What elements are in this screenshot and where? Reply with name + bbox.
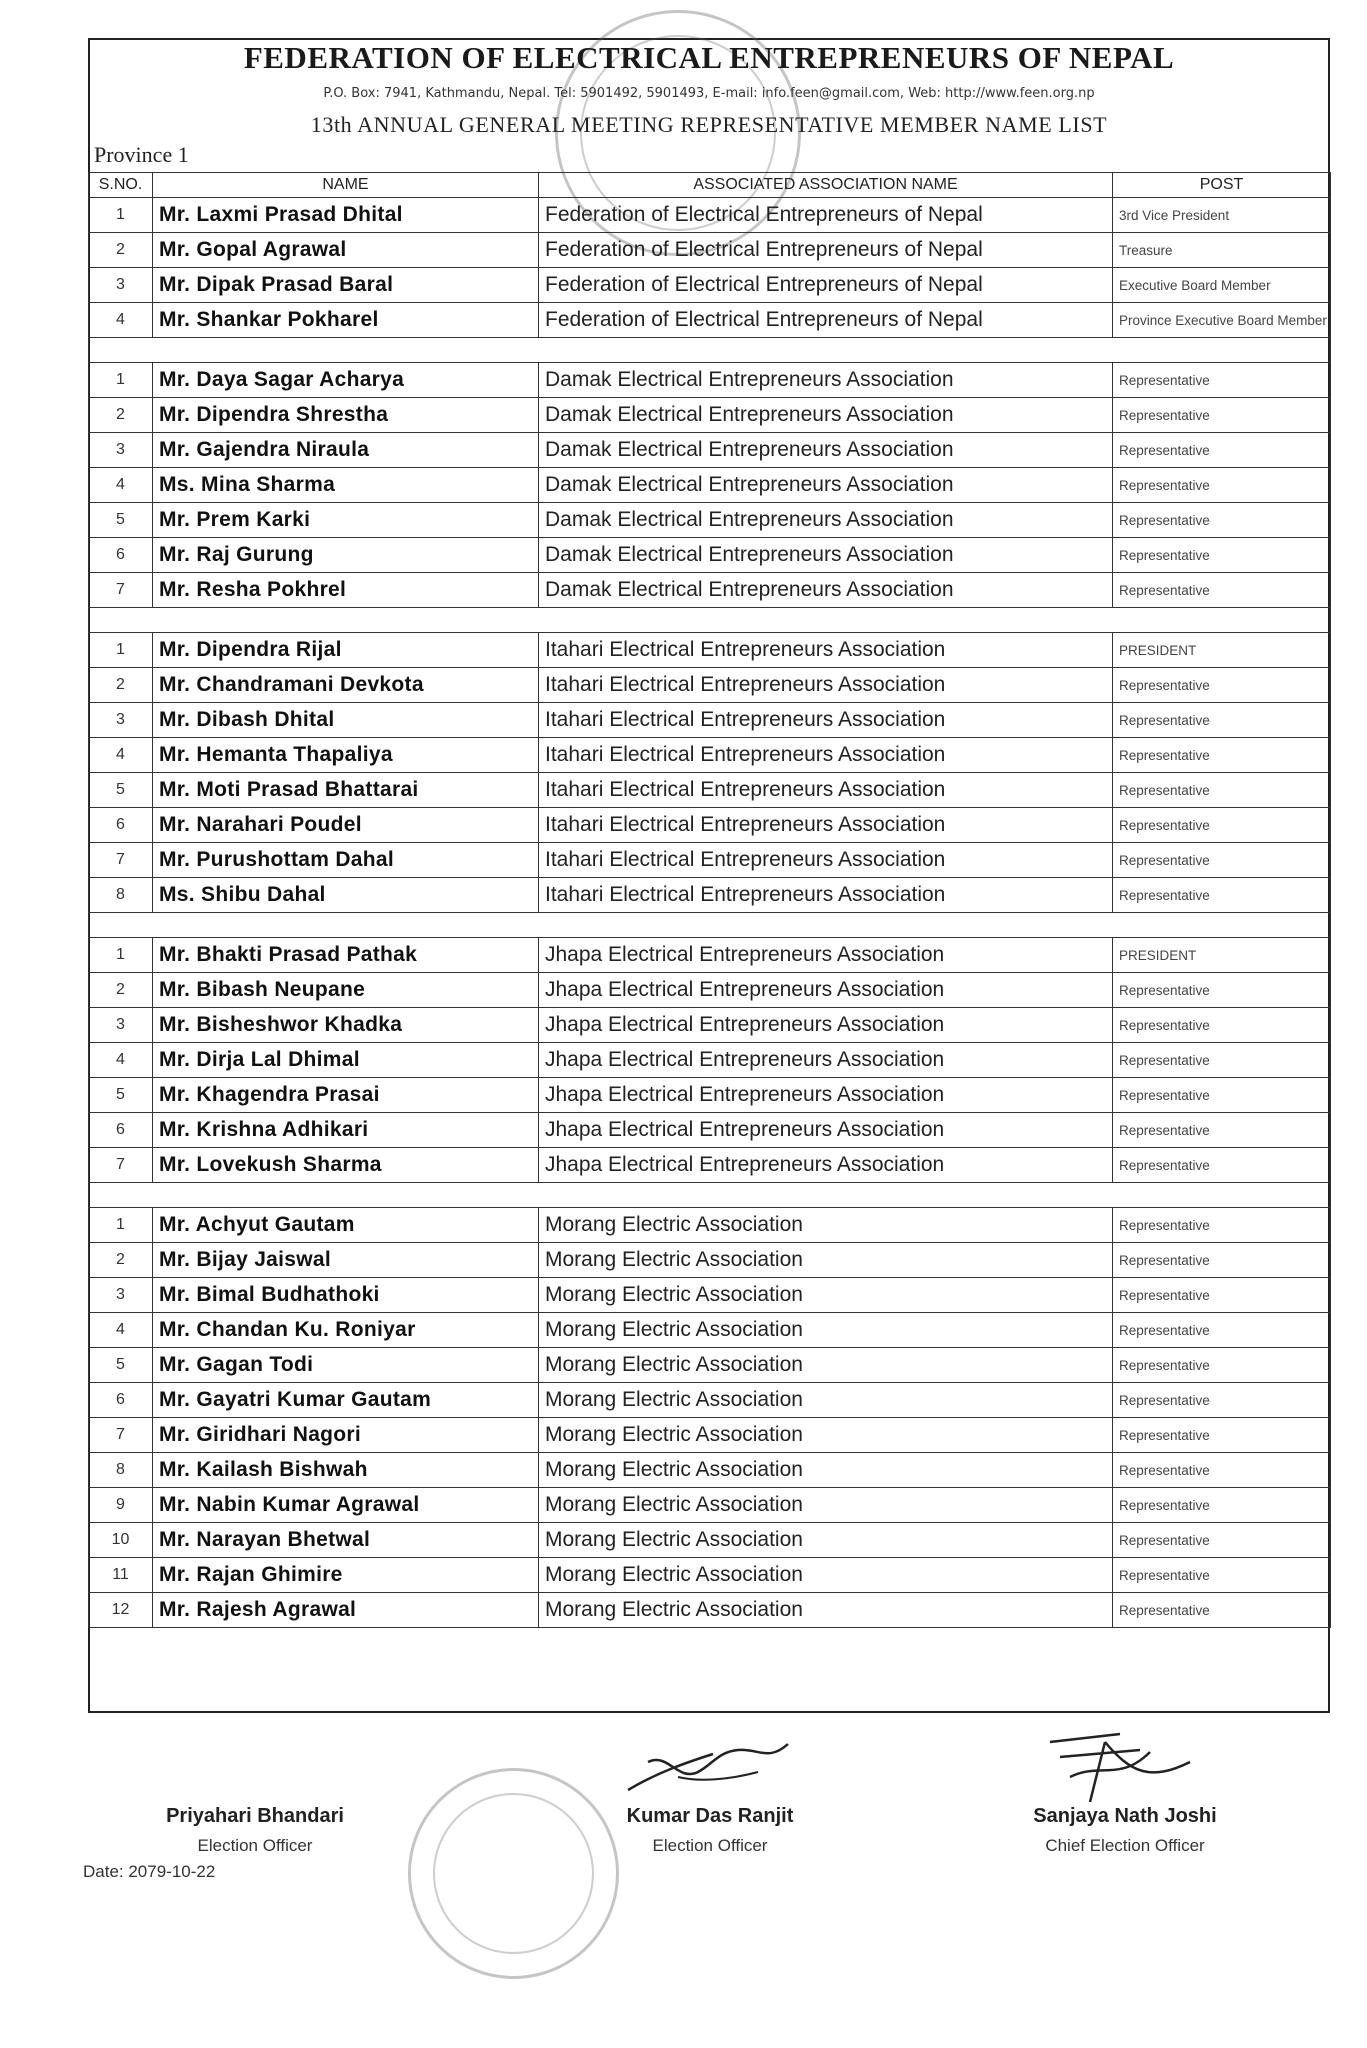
post-cell: Province Executive Board Member — [1113, 303, 1331, 338]
table-header-row — [89, 173, 1331, 198]
sno-cell: 7 — [89, 573, 153, 608]
document-date: Date: 2079-10-22 — [83, 1862, 216, 1881]
table-row — [89, 503, 1331, 538]
post-cell: Representative — [1113, 1383, 1331, 1418]
header-post: POST — [1113, 173, 1331, 198]
sno-cell: 2 — [89, 233, 153, 268]
post-cell: Representative — [1113, 1008, 1331, 1043]
post-cell: Representative — [1113, 973, 1331, 1008]
table-row — [89, 1008, 1331, 1043]
table-row — [89, 1208, 1331, 1243]
name-cell: Mr. Kailash Bishwah — [153, 1453, 539, 1488]
association-cell: Morang Electric Association — [539, 1453, 1113, 1488]
sno-cell: 2 — [89, 398, 153, 433]
table-row — [89, 878, 1331, 913]
association-cell: Federation of Electrical Entrepreneurs of Nepal — [539, 268, 1113, 303]
group-separator-row — [89, 913, 1331, 938]
name-cell: Mr. Bijay Jaiswal — [153, 1243, 539, 1278]
name-cell: Mr. Moti Prasad Bhattarai — [153, 773, 539, 808]
post-cell: Representative — [1113, 1043, 1331, 1078]
sno-cell: 5 — [89, 1078, 153, 1113]
post-cell: Representative — [1113, 433, 1331, 468]
association-cell: Morang Electric Association — [539, 1593, 1113, 1628]
signature-sanjaya-nath-joshi — [1030, 1722, 1210, 1812]
association-cell: Damak Electrical Entrepreneurs Association — [539, 433, 1113, 468]
sno-cell: 2 — [89, 973, 153, 1008]
association-cell: Damak Electrical Entrepreneurs Association — [539, 398, 1113, 433]
sno-cell: 10 — [89, 1523, 153, 1558]
sno-cell: 8 — [89, 1453, 153, 1488]
sno-cell: 6 — [89, 1383, 153, 1418]
sno-cell: 4 — [89, 738, 153, 773]
sno-cell: 4 — [89, 1313, 153, 1348]
province-label: Province 1 — [94, 142, 189, 167]
table-row — [89, 1078, 1331, 1113]
association-cell: Itahari Electrical Entrepreneurs Association — [539, 633, 1113, 668]
post-cell: Treasure — [1113, 233, 1331, 268]
association-cell: Morang Electric Association — [539, 1348, 1113, 1383]
sno-cell: 7 — [89, 1418, 153, 1453]
post-cell: Representative — [1113, 808, 1331, 843]
name-cell: Mr. Gagan Todi — [153, 1348, 539, 1383]
sno-cell: 5 — [89, 773, 153, 808]
sno-cell: 3 — [89, 703, 153, 738]
post-cell: Representative — [1113, 1488, 1331, 1523]
post-cell: Representative — [1113, 398, 1331, 433]
name-cell: Mr. Achyut Gautam — [153, 1208, 539, 1243]
sno-cell: 8 — [89, 878, 153, 913]
table-row — [89, 398, 1331, 433]
table-row — [89, 1453, 1331, 1488]
signatory-2 — [570, 1805, 850, 1856]
sno-cell: 9 — [89, 1488, 153, 1523]
post-cell: PRESIDENT — [1113, 633, 1331, 668]
name-cell: Mr. Dipendra Shrestha — [153, 398, 539, 433]
name-cell: Mr. Narayan Bhetwal — [153, 1523, 539, 1558]
association-cell: Itahari Electrical Entrepreneurs Association — [539, 878, 1113, 913]
name-cell: Mr. Laxmi Prasad Dhital — [153, 198, 539, 233]
sno-cell: 6 — [89, 538, 153, 573]
sno-cell: 3 — [89, 433, 153, 468]
table-row — [89, 973, 1331, 1008]
post-cell: Representative — [1113, 703, 1331, 738]
table-row — [89, 538, 1331, 573]
sno-cell: 4 — [89, 303, 153, 338]
association-cell: Itahari Electrical Entrepreneurs Association — [539, 808, 1113, 843]
name-cell: Mr. Dipak Prasad Baral — [153, 268, 539, 303]
sno-cell: 3 — [89, 1008, 153, 1043]
sno-cell: 12 — [89, 1593, 153, 1628]
table-row — [89, 1348, 1331, 1383]
sno-cell: 1 — [89, 363, 153, 398]
signatory-title: Election Officer — [197, 1836, 313, 1855]
post-cell: Representative — [1113, 363, 1331, 398]
name-cell: Mr. Gopal Agrawal — [153, 233, 539, 268]
stamp-seal-footer — [408, 1768, 619, 1979]
name-cell: Mr. Resha Pokhrel — [153, 573, 539, 608]
separator-cell — [89, 913, 1331, 938]
table-row — [89, 843, 1331, 878]
sno-cell: 7 — [89, 1148, 153, 1183]
association-cell: Damak Electrical Entrepreneurs Association — [539, 573, 1113, 608]
name-cell: Mr. Raj Gurung — [153, 538, 539, 573]
association-cell: Itahari Electrical Entrepreneurs Association — [539, 843, 1113, 878]
name-cell: Mr. Prem Karki — [153, 503, 539, 538]
association-cell: Federation of Electrical Entrepreneurs of Nepal — [539, 198, 1113, 233]
table-row — [89, 808, 1331, 843]
association-cell: Morang Electric Association — [539, 1208, 1113, 1243]
association-cell: Itahari Electrical Entrepreneurs Association — [539, 703, 1113, 738]
signatory-1 — [130, 1805, 380, 1856]
signatory-name: Kumar Das Ranjit — [626, 1805, 794, 1827]
group-separator-row — [89, 1183, 1331, 1208]
association-cell: Jhapa Electrical Entrepreneurs Association — [539, 1078, 1113, 1113]
sno-cell: 3 — [89, 268, 153, 303]
sno-cell: 2 — [89, 668, 153, 703]
document-title: FEDERATION OF ELECTRICAL ENTREPRENEURS OF NEPAL — [243, 40, 1175, 75]
signatory-name: Sanjaya Nath Joshi — [1033, 1805, 1217, 1827]
post-cell: Representative — [1113, 1243, 1331, 1278]
separator-cell — [89, 338, 1331, 363]
name-cell: Mr. Hemanta Thapaliya — [153, 738, 539, 773]
association-cell: Federation of Electrical Entrepreneurs of Nepal — [539, 303, 1113, 338]
sno-cell: 11 — [89, 1558, 153, 1593]
name-cell: Mr. Daya Sagar Acharya — [153, 363, 539, 398]
header-name: NAME — [153, 173, 539, 198]
member-table-body — [89, 198, 1331, 1628]
association-cell: Itahari Electrical Entrepreneurs Association — [539, 773, 1113, 808]
association-cell: Morang Electric Association — [539, 1418, 1113, 1453]
association-cell: Jhapa Electrical Entrepreneurs Association — [539, 1008, 1113, 1043]
name-cell: Mr. Dibash Dhital — [153, 703, 539, 738]
name-cell: Mr. Rajan Ghimire — [153, 1558, 539, 1593]
association-cell: Jhapa Electrical Entrepreneurs Association — [539, 1113, 1113, 1148]
name-cell: Mr. Rajesh Agrawal — [153, 1593, 539, 1628]
sno-cell: 3 — [89, 1278, 153, 1313]
table-row — [89, 1558, 1331, 1593]
post-cell: Representative — [1113, 1313, 1331, 1348]
sno-cell: 5 — [89, 1348, 153, 1383]
name-cell: Mr. Lovekush Sharma — [153, 1148, 539, 1183]
name-cell: Mr. Dipendra Rijal — [153, 633, 539, 668]
sno-cell: 1 — [89, 633, 153, 668]
name-cell: Mr. Gajendra Niraula — [153, 433, 539, 468]
association-cell: Morang Electric Association — [539, 1558, 1113, 1593]
name-cell: Mr. Dirja Lal Dhimal — [153, 1043, 539, 1078]
signatory-title: Chief Election Officer — [1045, 1836, 1205, 1855]
post-cell: Representative — [1113, 668, 1331, 703]
table-row — [89, 1383, 1331, 1418]
post-cell: Representative — [1113, 1348, 1331, 1383]
post-cell: Representative — [1113, 468, 1331, 503]
signatory-3 — [1000, 1805, 1250, 1856]
post-cell: Representative — [1113, 1593, 1331, 1628]
name-cell: Mr. Nabin Kumar Agrawal — [153, 1488, 539, 1523]
sno-cell: 7 — [89, 843, 153, 878]
table-row — [89, 938, 1331, 973]
name-cell: Mr. Bhakti Prasad Pathak — [153, 938, 539, 973]
table-row — [89, 1593, 1331, 1628]
table-row — [89, 363, 1331, 398]
post-cell: PRESIDENT — [1113, 938, 1331, 973]
name-cell: Mr. Purushottam Dahal — [153, 843, 539, 878]
table-row — [89, 1488, 1331, 1523]
name-cell: Mr. Giridhari Nagori — [153, 1418, 539, 1453]
post-cell: 3rd Vice President — [1113, 198, 1331, 233]
table-row — [89, 268, 1331, 303]
sno-cell: 4 — [89, 1043, 153, 1078]
post-cell: Representative — [1113, 738, 1331, 773]
association-cell: Morang Electric Association — [539, 1313, 1113, 1348]
contact-info: P.O. Box: 7941, Kathmandu, Nepal. Tel: 5901492, 5901493, E-mail: info.feen@gmail.com, Web: http://www.feen.org.np — [323, 86, 1095, 101]
separator-cell — [89, 1183, 1331, 1208]
name-cell: Mr. Shankar Pokharel — [153, 303, 539, 338]
association-cell: Jhapa Electrical Entrepreneurs Association — [539, 938, 1113, 973]
name-cell: Mr. Narahari Poudel — [153, 808, 539, 843]
post-cell: Executive Board Member — [1113, 268, 1331, 303]
association-cell: Morang Electric Association — [539, 1383, 1113, 1418]
sno-cell: 1 — [89, 198, 153, 233]
post-cell: Representative — [1113, 1208, 1331, 1243]
table-row — [89, 1043, 1331, 1078]
table-row — [89, 1418, 1331, 1453]
post-cell: Representative — [1113, 843, 1331, 878]
association-cell: Morang Electric Association — [539, 1488, 1113, 1523]
post-cell: Representative — [1113, 1523, 1331, 1558]
table-row — [89, 468, 1331, 503]
header-association: ASSOCIATED ASSOCIATION NAME — [539, 173, 1113, 198]
name-cell: Mr. Chandan Ku. Roniyar — [153, 1313, 539, 1348]
group-separator-row — [89, 338, 1331, 363]
association-cell: Itahari Electrical Entrepreneurs Association — [539, 668, 1113, 703]
name-cell: Mr. Bimal Budhathoki — [153, 1278, 539, 1313]
association-cell: Damak Electrical Entrepreneurs Association — [539, 503, 1113, 538]
association-cell: Jhapa Electrical Entrepreneurs Association — [539, 973, 1113, 1008]
post-cell: Representative — [1113, 1453, 1331, 1488]
table-row — [89, 1523, 1331, 1558]
table-row — [89, 1113, 1331, 1148]
association-cell: Morang Electric Association — [539, 1278, 1113, 1313]
table-row — [89, 633, 1331, 668]
association-cell: Damak Electrical Entrepreneurs Association — [539, 363, 1113, 398]
name-cell: Mr. Krishna Adhikari — [153, 1113, 539, 1148]
sno-cell: 2 — [89, 1243, 153, 1278]
table-row — [89, 198, 1331, 233]
post-cell: Representative — [1113, 773, 1331, 808]
post-cell: Representative — [1113, 1558, 1331, 1593]
sno-cell: 6 — [89, 808, 153, 843]
name-cell: Ms. Shibu Dahal — [153, 878, 539, 913]
table-row — [89, 233, 1331, 268]
association-cell: Morang Electric Association — [539, 1523, 1113, 1558]
table-row — [89, 668, 1331, 703]
table-row — [89, 1148, 1331, 1183]
sno-cell: 5 — [89, 503, 153, 538]
signature-kumar-das-ranjit — [618, 1732, 818, 1802]
association-cell: Jhapa Electrical Entrepreneurs Association — [539, 1148, 1113, 1183]
post-cell: Representative — [1113, 1078, 1331, 1113]
sno-cell: 4 — [89, 468, 153, 503]
association-cell: Itahari Electrical Entrepreneurs Association — [539, 738, 1113, 773]
post-cell: Representative — [1113, 1113, 1331, 1148]
association-cell: Federation of Electrical Entrepreneurs of Nepal — [539, 233, 1113, 268]
list-subtitle: 13th ANNUAL GENERAL MEETING REPRESENTATIVE MEMBER NAME LIST — [310, 112, 1108, 137]
post-cell: Representative — [1113, 538, 1331, 573]
name-cell: Ms. Mina Sharma — [153, 468, 539, 503]
sno-cell: 1 — [89, 938, 153, 973]
table-row — [89, 1313, 1331, 1348]
post-cell: Representative — [1113, 1148, 1331, 1183]
table-row — [89, 773, 1331, 808]
name-cell: Mr. Bisheshwor Khadka — [153, 1008, 539, 1043]
group-separator-row — [89, 608, 1331, 633]
post-cell: Representative — [1113, 573, 1331, 608]
sno-cell: 1 — [89, 1208, 153, 1243]
table-row — [89, 1278, 1331, 1313]
table-row — [89, 433, 1331, 468]
table-row — [89, 1243, 1331, 1278]
name-cell: Mr. Khagendra Prasai — [153, 1078, 539, 1113]
table-row — [89, 703, 1331, 738]
post-cell: Representative — [1113, 503, 1331, 538]
signatory-title: Election Officer — [652, 1836, 768, 1855]
member-table — [88, 172, 1331, 1628]
association-cell: Damak Electrical Entrepreneurs Association — [539, 468, 1113, 503]
signatory-name: Priyahari Bhandari — [166, 1805, 344, 1827]
post-cell: Representative — [1113, 1278, 1331, 1313]
association-cell: Damak Electrical Entrepreneurs Association — [539, 538, 1113, 573]
association-cell: Morang Electric Association — [539, 1243, 1113, 1278]
name-cell: Mr. Gayatri Kumar Gautam — [153, 1383, 539, 1418]
table-row — [89, 573, 1331, 608]
sno-cell: 6 — [89, 1113, 153, 1148]
name-cell: Mr. Chandramani Devkota — [153, 668, 539, 703]
table-row — [89, 303, 1331, 338]
separator-cell — [89, 608, 1331, 633]
header-sno: S.NO. — [89, 173, 153, 198]
table-row — [89, 738, 1331, 773]
post-cell: Representative — [1113, 1418, 1331, 1453]
post-cell: Representative — [1113, 878, 1331, 913]
association-cell: Jhapa Electrical Entrepreneurs Association — [539, 1043, 1113, 1078]
name-cell: Mr. Bibash Neupane — [153, 973, 539, 1008]
